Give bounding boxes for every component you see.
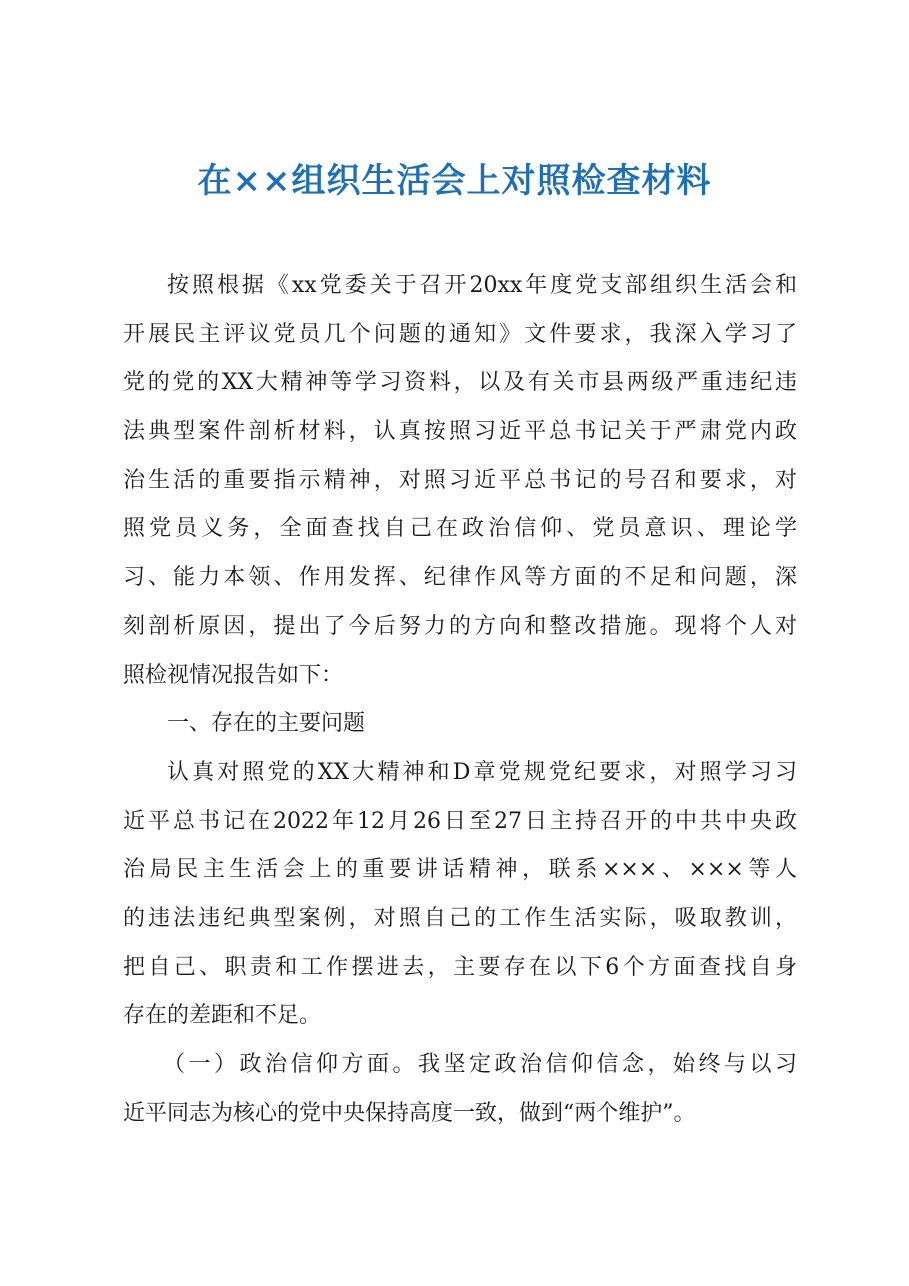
text-line: 近平总书记在2022年12月26日至27日主持召开的中共中央政 (123, 808, 797, 834)
paragraph-problems (123, 749, 797, 1041)
text-line: 治局民主生活会上的重要讲话精神，联系×××、×××等人 (123, 857, 797, 883)
paragraph-intro (123, 262, 797, 700)
section-heading (123, 700, 797, 749)
document-title: 在××组织生活会上对照检查材料 (197, 161, 712, 201)
paragraph-political-belief (123, 1041, 797, 1138)
text-line: 刻剖析原因，提出了今后努力的方向和整改措施。现将个人对 (123, 613, 797, 639)
text-line: 党的党的XX大精神等学习资料，以及有关市县两级严重违纪违 (123, 370, 797, 396)
text-line: 按照根据《xx党委关于召开20xx年度党支部组织生活会和 (167, 273, 797, 298)
text-line: 治生活的重要指示精神，对照习近平总书记的号召和要求，对 (123, 467, 797, 493)
text-line: 照检视情况报告如下： (123, 662, 344, 688)
text-line: 照党员义务，全面查找自己在政治信仰、党员意识、理论学 (123, 516, 797, 542)
text-line: 法典型案件剖析材料，认真按照习近平总书记关于严肃党内政 (123, 419, 797, 445)
document-body (123, 262, 797, 1138)
text-line: 开展民主评议党员几个问题的通知》文件要求，我深入学习了 (123, 321, 797, 347)
text-line: 习、能力本领、作用发挥、纪律作风等方面的不足和问题，深 (123, 565, 797, 591)
text-line: 存在的差距和不足。 (123, 1003, 322, 1029)
text-line: 把自己、职责和工作摆进去，主要存在以下6个方面查找自身 (123, 954, 797, 980)
text-line: 认真对照党的XX大精神和D章党规党纪要求，对照学习习 (167, 759, 797, 785)
text-line: （一）政治信仰方面。我坚定政治信仰信念，始终与以习 (163, 1052, 797, 1077)
text-line: 的违法违纪典型案例，对照自己的工作生活实际，吸取教训， (123, 905, 797, 931)
text-line: 近平同志为核心的党中央保持高度一致，做到“两个维护”。 (123, 1100, 696, 1126)
heading-line: 一、存在的主要问题 (167, 711, 366, 737)
